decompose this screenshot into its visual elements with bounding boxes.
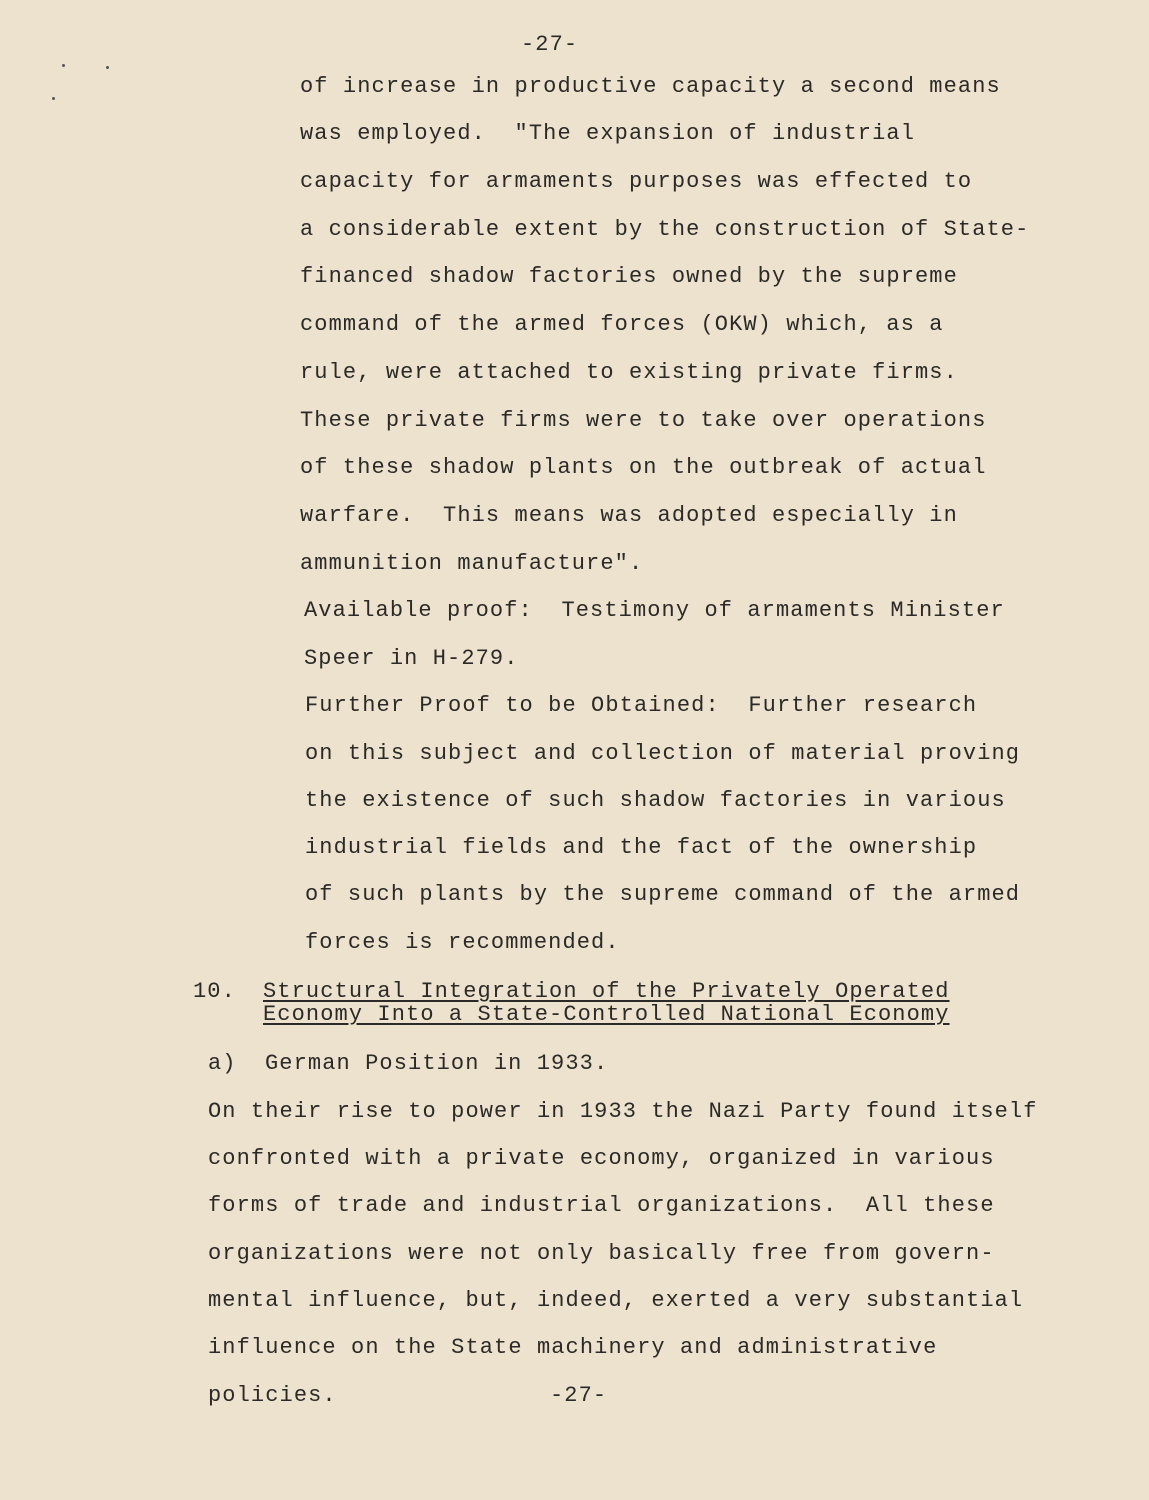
- body-line: confronted with a private economy, organized in various: [208, 1146, 995, 1171]
- quote-line: warfare. This means was adopted especially in: [300, 503, 958, 528]
- quote-line: command of the armed forces (OKW) which, as a: [300, 312, 944, 337]
- further-proof-line: Further Proof to be Obtained: Further research: [305, 693, 978, 718]
- speck: [106, 66, 109, 69]
- body-line: forms of trade and industrial organizations. All these: [208, 1193, 995, 1218]
- body-line: organizations were not only basically free from govern-: [208, 1241, 995, 1266]
- quote-line: a considerable extent by the construction of State-: [300, 217, 1030, 242]
- body-line: mental influence, but, indeed, exerted a very substantial: [208, 1288, 1024, 1313]
- quote-line: rule, were attached to existing private firms.: [300, 360, 958, 385]
- further-proof-line: of such plants by the supreme command of the armed: [305, 882, 1021, 907]
- body-line: influence on the State machinery and administrative: [208, 1335, 938, 1360]
- section-number: 10.: [193, 979, 236, 1004]
- further-proof-line: on this subject and collection of material proving: [305, 741, 1021, 766]
- quote-line: of increase in productive capacity a second means: [300, 74, 1001, 99]
- quote-line: of these shadow plants on the outbreak of actual: [300, 455, 987, 480]
- speck: [52, 97, 55, 100]
- speck: [62, 64, 65, 67]
- available-proof-line: Available proof: Testimony of armaments Minister: [304, 598, 1005, 623]
- body-line: policies.: [208, 1383, 337, 1408]
- available-proof-line: Speer in H-279.: [304, 646, 519, 671]
- subsection-label: a): [208, 1051, 237, 1076]
- further-proof-line: forces is recommended.: [305, 930, 620, 955]
- quote-line: ammunition manufacture".: [300, 551, 644, 576]
- body-line: On their rise to power in 1933 the Nazi Party found itself: [208, 1099, 1038, 1124]
- quote-line: financed shadow factories owned by the supreme: [300, 264, 958, 289]
- page-number-top: -27-: [521, 32, 579, 57]
- quote-line: capacity for armaments purposes was effected to: [300, 169, 973, 194]
- quote-line: was employed. "The expansion of industrial: [300, 121, 915, 146]
- section-title-line: Economy Into a State-Controlled National Economy: [263, 1002, 950, 1027]
- further-proof-line: the existence of such shadow factories in various: [305, 788, 1006, 813]
- subsection-title: German Position in 1933.: [265, 1051, 609, 1076]
- page-number-bottom: -27-: [550, 1383, 608, 1408]
- further-proof-line: industrial fields and the fact of the ownership: [305, 835, 978, 860]
- section-title-line: Structural Integration of the Privately Operated: [263, 979, 950, 1004]
- quote-line: These private firms were to take over operations: [300, 408, 987, 433]
